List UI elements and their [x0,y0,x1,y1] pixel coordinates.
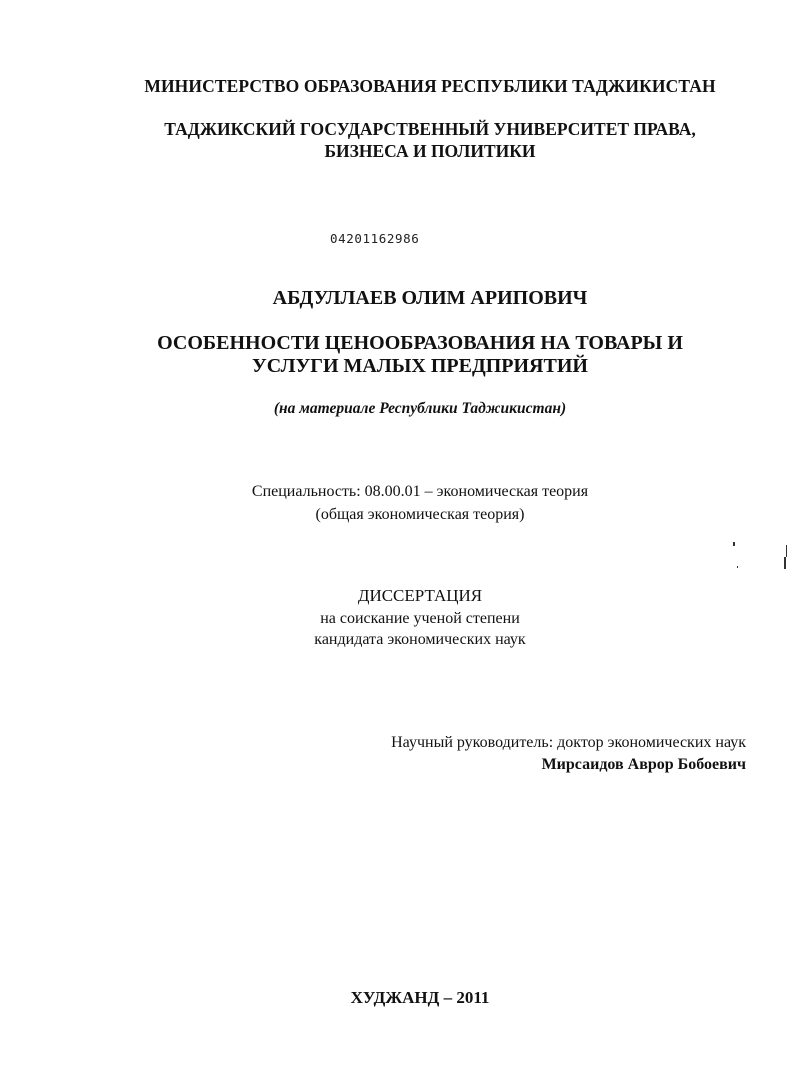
specialty-line2: (общая экономическая теория) [315,506,525,523]
thesis-title-line2: УСЛУГИ МАЛЫХ ПРЕДПРИЯТИЙ [252,355,588,377]
supervisor-role: Научный руководитель: доктор экономических наук [391,734,746,751]
scan-speck [784,557,786,569]
thesis-subtitle: (на материале Республики Таджикистан) [273,400,567,417]
author-name: АБДУЛЛАЕВ ОЛИМ АРИПОВИЧ [272,287,588,309]
document-code: 04201162986 [330,231,420,246]
scan-speck [737,566,738,568]
scan-speck [786,545,787,557]
degree-purpose-line1: на соискание ученой степени [320,610,520,627]
university-heading-line2: БИЗНЕСА И ПОЛИТИКИ [324,141,536,161]
specialty-line1: Специальность: 08.00.01 – экономическая теория [251,483,589,500]
ministry-heading: МИНИСТЕРСТВО ОБРАЗОВАНИЯ РЕСПУБЛИКИ ТАДЖИКИСТАН [144,76,716,96]
scan-speck [733,542,735,546]
university-heading-line1: ТАДЖИКСКИЙ ГОСУДАРСТВЕННЫЙ УНИВЕРСИТЕТ ПРАВА, [164,119,696,139]
thesis-title-line1: ОСОБЕННОСТИ ЦЕНООБРАЗОВАНИЯ НА ТОВАРЫ И [157,332,683,354]
dissertation-type: ДИССЕРТАЦИЯ [357,586,483,605]
degree-purpose-line2: кандидата экономических наук [314,631,526,648]
supervisor-name: Мирсаидов Аврор Бобоевич [541,756,746,773]
city-year: ХУДЖАНД – 2011 [350,988,490,1007]
